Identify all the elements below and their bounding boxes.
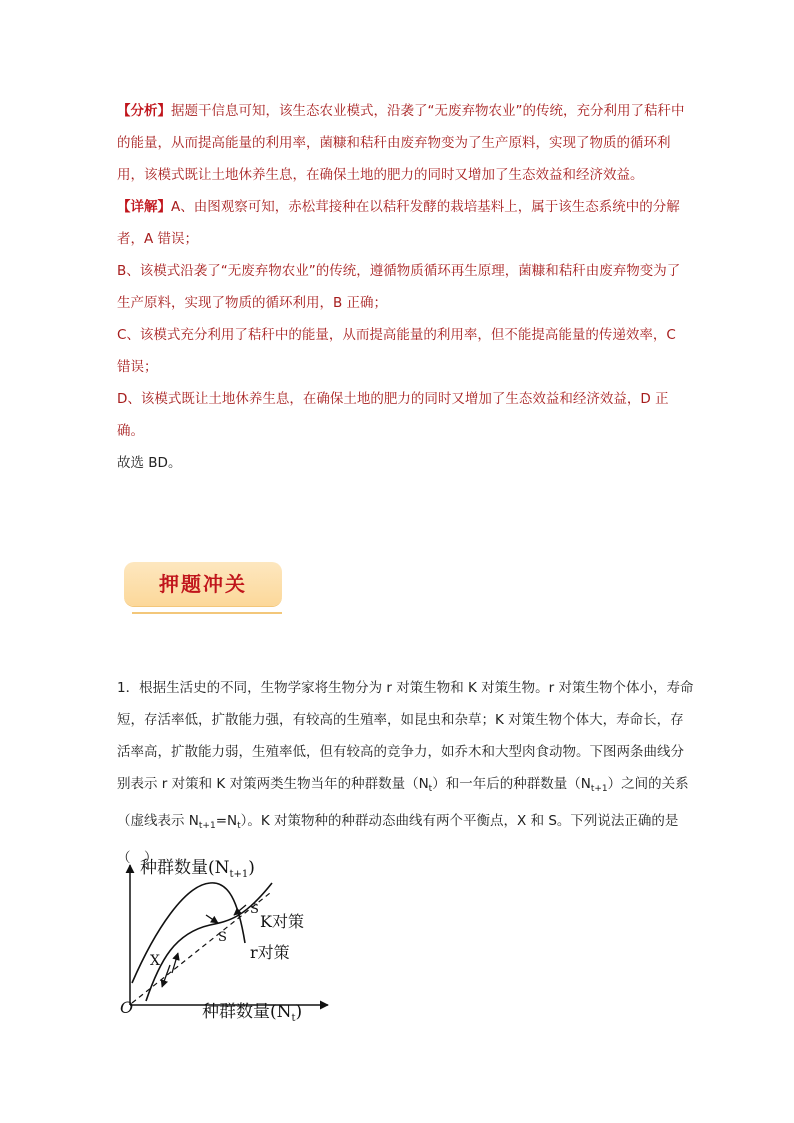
y-axis-label: 种群数量$(N_{t+1})$ <box>140 858 255 880</box>
analysis-tag: 【分析】 <box>117 103 171 119</box>
arrow-x-up <box>172 953 178 973</box>
point-s-lower-label: S <box>218 930 227 945</box>
r-strategy-label: r对策 <box>250 943 290 962</box>
analysis-text: 据题干信息可知，该生态农业模式，沿袭了“无废弃物农业”的传统，充分利用了秸秆中的能量，从而提高能量的利用率，菌糠和秸秆由废弃物变为了生产原料，实现了物质的循环利用，该模式既让土地休养生息，在确保土地的肥力的同时又增加了生态效益和经济效益。 <box>117 103 685 183</box>
population-curve-figure <box>110 855 340 1025</box>
detail-option-b: B、该模式沿袭了“无废弃物农业”的传统，遵循物质循环再生原理，菌糠和秸秆由废弃物变为了生产原料，实现了物质的循环利用，B 正确； <box>117 263 681 311</box>
conclusion: 故选 BD。 <box>117 455 182 471</box>
point-x-label: X <box>150 953 160 969</box>
point-s-upper-label: S <box>250 902 259 917</box>
detail-option-c: C、该模式充分利用了秸秆中的能量，从而提高能量的利用率，但不能提高能量的传递效率，C 错误； <box>117 327 676 375</box>
k-strategy-curve <box>146 883 272 1001</box>
question-stem: 1．根据生活史的不同，生物学家将生物分为 r 对策生物和 K 对策生物。r 对策生物个体小，寿命短，存活率低，扩散能力强，有较高的生殖率，如昆虫和杂草；K 对策生物个体大，寿命长，存活率高，扩散能力弱，生殖率低，但有较高的竞争力，如乔木和大型肉食动物。下图两条曲线分别表示 r 对策和 K 对策两类生物当年的种群数量$(N_t)$和一年后的种群数量$(N_{t+1})$之间的关系（虚线表示 $N_{t+1}=N_t$）。K 对策物种的种群动态曲线有两个平衡点，X 和 S。下列说法正确的是（ ） <box>117 680 694 866</box>
k-strategy-label: K对策 <box>260 912 304 931</box>
question-1 <box>117 672 697 874</box>
section-banner <box>124 562 284 622</box>
detail-tag: 【详解】 <box>117 199 171 215</box>
banner-underline <box>132 612 282 614</box>
detail-option-a: A、由图观察可知，赤松茸接种在以秸秆发酵的栽培基料上，属于该生态系统中的分解者，A 错误； <box>117 199 680 247</box>
arrow-to-s <box>206 915 218 923</box>
arrow-x-down <box>162 965 170 987</box>
x-axis-label: 种群数量$(N_t)$ <box>202 1002 303 1024</box>
detail-paragraph-a <box>117 191 692 255</box>
analysis-paragraph <box>117 95 692 191</box>
detail-option-d: D、该模式既让土地休养生息，在确保土地的肥力的同时又增加了生态效益和经济效益，D 正确。 <box>117 391 669 439</box>
banner-label: 押题冲关 <box>159 572 247 596</box>
origin-label: O <box>120 998 134 1017</box>
answer-explanation <box>117 95 692 479</box>
